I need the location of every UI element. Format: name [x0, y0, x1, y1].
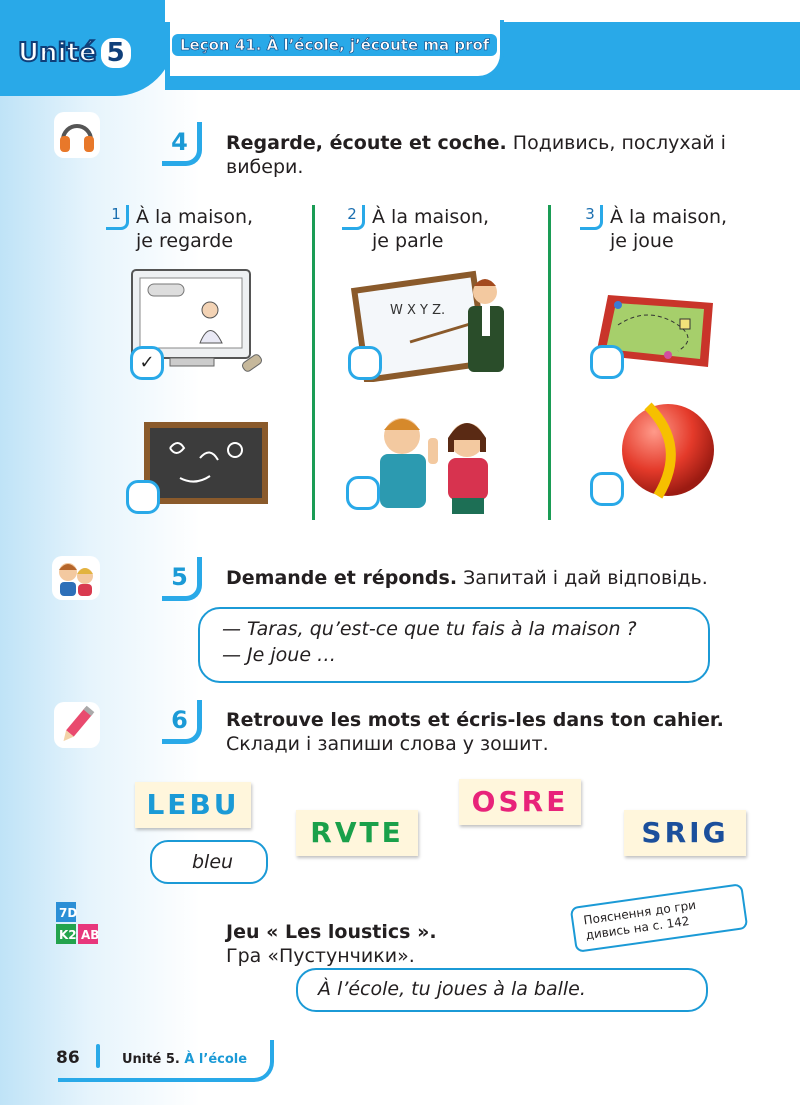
blocks-icon [54, 900, 100, 946]
word-card-3: OSRE [459, 779, 581, 825]
children-picture [362, 408, 522, 520]
col-3-number: 3 [580, 205, 603, 230]
column-divider-2 [548, 205, 551, 520]
col-3-line1: À la maison, [610, 206, 728, 228]
checkbox-3-top[interactable] [590, 345, 624, 379]
checkbox-3-bottom[interactable] [590, 472, 624, 506]
exercise-6-title-fr: Retrouve les mots et écris-les dans ton cahier. [226, 709, 724, 731]
board-letters: W X Y Z. [390, 303, 446, 318]
footer-label [122, 1052, 247, 1067]
exercise-5-number: 5 [162, 557, 202, 601]
pencil-icon [54, 702, 100, 748]
col-2-line1: À la maison, [372, 206, 490, 228]
exercise-6-instruction [226, 708, 766, 756]
col-3-line2: je joue [610, 230, 674, 252]
svg-text:K2: K2 [59, 928, 77, 942]
footer-unit: Unité 5. [122, 1052, 180, 1067]
header-top-strip [165, 0, 800, 22]
column-divider-1 [312, 205, 315, 520]
lesson-title: Leçon 41. À l’école, j’écoute ma prof [172, 34, 497, 56]
dialogue-line-1: — Taras, qu’est-ce que tu fais à la maison ? [222, 618, 637, 640]
exercise-6-number: 6 [162, 700, 202, 744]
exercise-6-title-uk: Склади і запиши слова у зошит. [226, 733, 549, 755]
checkbox-1-bottom[interactable] [126, 480, 160, 514]
ball-picture [618, 400, 718, 500]
col-2-line2: je parle [372, 230, 444, 252]
exercise-4-title-uk: Подивись, послухай і вибери. [226, 132, 726, 178]
checkbox-2-bottom[interactable] [346, 476, 380, 510]
headphones-icon [54, 112, 100, 158]
game-note: Пояснення до гри дивись на с. 142 [570, 883, 749, 953]
svg-text:AB: AB [81, 928, 100, 942]
game-title-uk: Гра «Пустунчики». [226, 945, 415, 967]
chalkboard-picture [140, 418, 275, 513]
word-card-1: LEBU [135, 782, 251, 828]
word-card-4: SRIG [624, 810, 746, 856]
exercise-5-title-uk: Запитай і дай відповідь. [463, 567, 708, 589]
answer-example: bleu [192, 851, 234, 873]
unit-badge [18, 38, 131, 68]
page-number: 86 [56, 1048, 80, 1068]
game-instruction [226, 920, 546, 968]
col-2-number: 2 [342, 205, 365, 230]
exercise-5-instruction [226, 566, 766, 590]
svg-text:7D: 7D [59, 906, 78, 920]
unit-label: Unité [18, 38, 97, 68]
game-title-fr: Jeu « Les loustics ». [226, 921, 437, 943]
children-icon [52, 556, 100, 600]
exercise-5-title-fr: Demande et réponds. [226, 567, 458, 589]
col-1-number: 1 [106, 205, 129, 230]
footer-separator [96, 1044, 100, 1068]
exercise-4-title-fr: Regarde, écoute et coche. [226, 132, 507, 154]
col-1-line2: je regarde [136, 230, 234, 252]
game-phrase: À l’école, tu joues à la balle. [318, 978, 586, 1000]
dialogue-text [222, 616, 637, 668]
word-card-2: RVTE [296, 810, 418, 856]
unit-number: 5 [101, 38, 131, 68]
exercise-4-number: 4 [162, 122, 202, 166]
checkbox-1-top[interactable]: ✓ [130, 346, 164, 380]
exercise-4-instruction [226, 131, 746, 179]
footer-topic: À l’école [184, 1052, 248, 1067]
col-1-line1: À la maison, [136, 206, 254, 228]
checkbox-2-top[interactable] [348, 346, 382, 380]
dialogue-line-2: — Je joue … [222, 644, 337, 666]
